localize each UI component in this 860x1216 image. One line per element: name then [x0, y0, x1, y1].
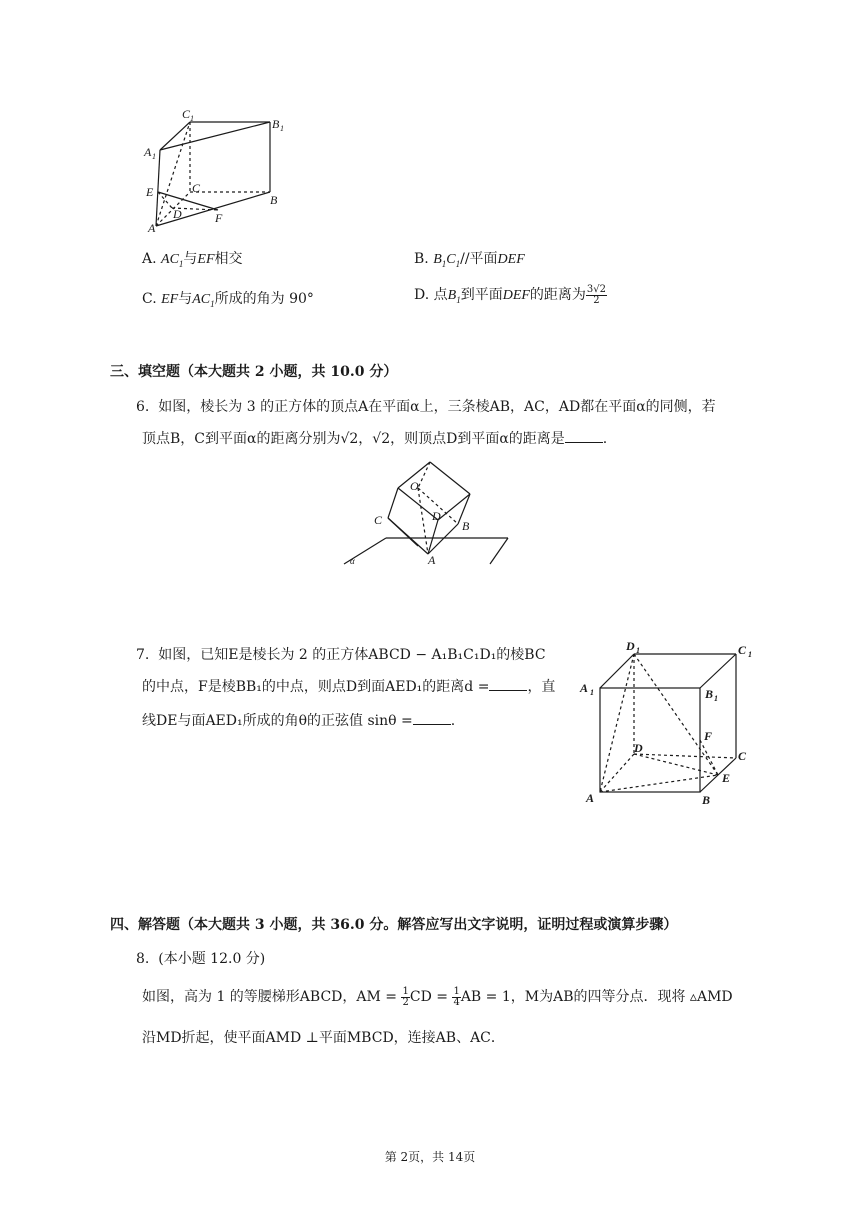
cube-figure	[578, 636, 758, 810]
edge-a1b1	[160, 122, 270, 150]
q7-line3: 线DE与面AED₁所成的角θ的正弦值 sinθ = .	[142, 713, 456, 729]
edge-a1a	[156, 150, 160, 226]
label-a: A	[586, 791, 595, 805]
label-a: A	[148, 221, 156, 235]
svg-text:1: 1	[190, 114, 194, 123]
svg-text:1: 1	[280, 124, 284, 133]
cube-on-plane-figure	[340, 458, 512, 566]
edge-hidden1	[418, 462, 430, 488]
option-d: D. 点$B_1$到平面DEF的距离为 $\frac{3√2}{2}$	[414, 283, 607, 306]
q8-line2: 沿MD折起，使平面AMD ⊥平面MBCD，连接AB、AC．	[142, 1030, 505, 1046]
q7-sine-blank[interactable]	[413, 712, 451, 725]
label-f: F	[704, 729, 713, 743]
svg-text:1: 1	[714, 694, 718, 703]
label-d1: D	[626, 639, 635, 653]
label-b1: B	[272, 117, 280, 131]
edge-hidden2	[418, 488, 428, 554]
page-footer: 第 2页，共 14页	[384, 1150, 476, 1164]
option-a: A. $AC_1$与EF相交	[142, 251, 243, 269]
label-c: C	[192, 181, 201, 195]
q8-header: 8. (本小题 12.0 分)	[136, 951, 266, 967]
label-alpha: α	[350, 556, 355, 566]
q8-line1: 如图，高为 1 的等腰梯形ABCD，AM = $\frac{1}{2}$ CD = $\frac{1}{4}$ AB = 1，M为AB的四等分点．现将 ▵AMD	[142, 985, 733, 1008]
label-b: B	[270, 193, 278, 207]
edge-fe	[700, 740, 718, 775]
label-c: C	[738, 749, 747, 763]
edge-d1a	[600, 654, 634, 792]
label-e: E	[722, 771, 731, 785]
svg-text:1: 1	[636, 646, 640, 655]
q6-answer-blank[interactable]	[565, 430, 603, 443]
label-c1: C	[182, 107, 191, 121]
label-a1: A	[144, 145, 152, 159]
option-b: B. $B_1C_1//$平面DEF	[414, 251, 525, 269]
label-c: C	[374, 513, 383, 527]
label-b1: B	[705, 687, 714, 701]
label-d: D	[173, 207, 182, 221]
section-4-title: 四、解答题（本大题共 3 小题，共 36.0 分。解答应写出文字说明，证明过程或演算步骤）	[110, 917, 678, 933]
q7-distance-blank[interactable]	[489, 678, 527, 691]
label-o: O	[410, 479, 419, 493]
fraction-one-quarter: $\frac{1}{4}$	[453, 985, 460, 1008]
q7-line1: 7. 如图，已知E是棱长为 2 的正方体ABCD − A₁B₁C₁D₁的棱BC	[136, 647, 546, 663]
label-d: D	[634, 741, 643, 755]
edge-c-up	[388, 488, 398, 518]
plane-edge-right	[490, 538, 508, 564]
label-d: D	[432, 509, 441, 523]
label-e: E	[146, 185, 154, 199]
q6-line1: 6. 如图，棱长为 3 的正方体的顶点A在平面α上，三条棱AB，AC，AD都在平面α的同侧，若	[136, 399, 716, 415]
label-b: B	[702, 793, 711, 807]
label-b: B	[462, 519, 470, 533]
svg-text:1: 1	[590, 688, 594, 697]
section-3-title: 三、填空题（本大题共 2 小题，共 10.0 分）	[110, 364, 398, 380]
front-face	[600, 688, 700, 792]
edge-dc	[634, 754, 736, 758]
option-c: C. EF与$AC_1$所成的角为 90°	[142, 291, 314, 309]
label-a1: A	[580, 681, 589, 695]
edge-top-right	[430, 462, 470, 494]
edge-b1c1	[700, 654, 736, 688]
label-f: F	[215, 211, 223, 225]
edge-de	[634, 754, 718, 775]
fraction-one-half: $\frac{1}{2}$	[402, 985, 409, 1008]
edge-a1d1	[600, 654, 634, 688]
q6-line2: 顶点B，C到平面α的距离分别为√2，√2，则顶点D到平面α的距离是 .	[142, 431, 608, 447]
svg-text:1: 1	[748, 650, 752, 659]
svg-text:1: 1	[152, 152, 156, 161]
label-a: A	[428, 553, 436, 566]
prism-figure	[140, 104, 300, 236]
fraction-3sqrt2-over-2: $\frac{3√2}{2}$	[586, 283, 607, 306]
edge-c-a2	[388, 518, 418, 546]
q7-line2: 的中点，F是棱BB₁的中点，则点D到面AED₁的距离d = ，直	[142, 679, 556, 695]
label-c1: C	[738, 643, 747, 657]
